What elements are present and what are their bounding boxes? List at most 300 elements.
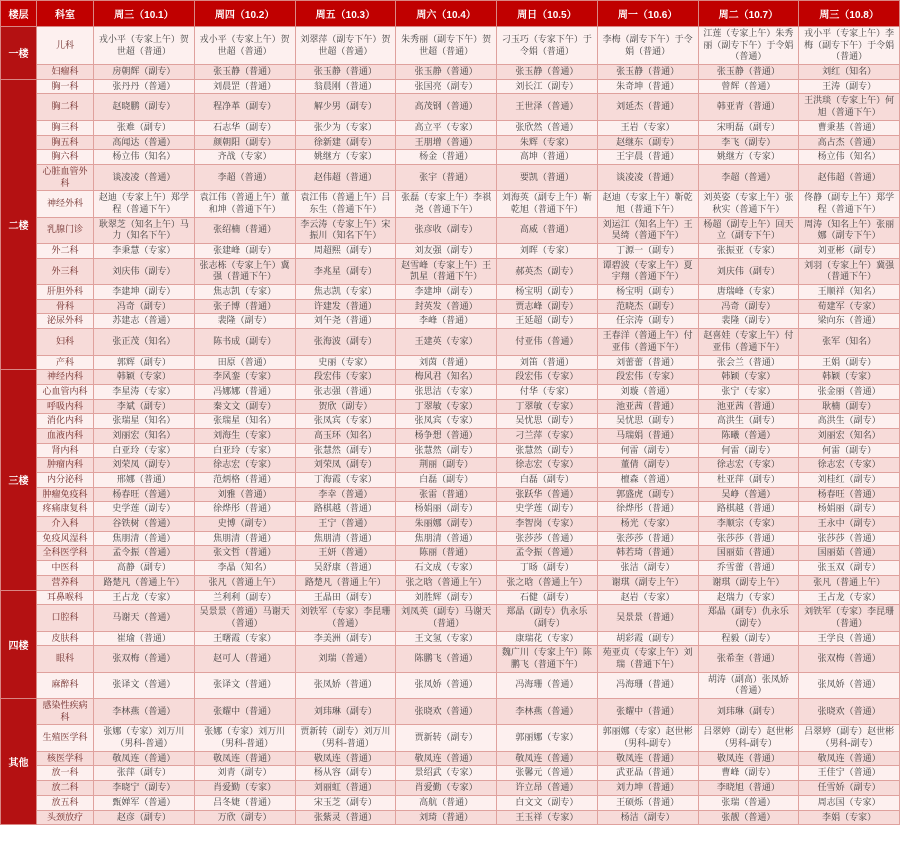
- schedule-row: [1, 561, 900, 576]
- schedule-cell: 焦朋清（普通）: [396, 531, 497, 546]
- schedule-cell: 石文成（专家）: [396, 561, 497, 576]
- schedule-cell: 高立平（专家）: [396, 120, 497, 135]
- schedule-cell: 路楚凡（普通上午）: [295, 575, 396, 590]
- schedule-cell: 高占杰（普通）: [799, 135, 900, 150]
- schedule-cell: 李晓旭（普通）: [698, 781, 799, 796]
- schedule-cell: 石健（副专）: [497, 590, 598, 605]
- schedule-cell: 丁翠敏（专家）: [396, 399, 497, 414]
- dept-cell: 骨科: [37, 299, 94, 314]
- schedule-cell: 周志国（专家）: [799, 795, 900, 810]
- schedule-cell: 刘延杰（普通）: [597, 94, 698, 120]
- schedule-cell: 张慧然（副专）: [396, 443, 497, 458]
- schedule-cell: 戎小平（专家上午）贺世超（普通）: [194, 27, 295, 65]
- schedule-row: [1, 244, 900, 259]
- dept-cell: 妇科: [37, 329, 94, 355]
- schedule-cell: 张玉双（副专）: [799, 561, 900, 576]
- schedule-cell: 任雪娇（副专）: [799, 781, 900, 796]
- schedule-cell: 郭辉（副专）: [94, 355, 195, 370]
- schedule-row: [1, 94, 900, 120]
- schedule-row: [1, 458, 900, 473]
- schedule-cell: 段宏伟（专家）: [497, 370, 598, 385]
- schedule-cell: 刘瑞（普通）: [295, 646, 396, 672]
- schedule-cell: 杨立伟（知名）: [94, 150, 195, 165]
- schedule-cell: 王岩（专家）: [597, 120, 698, 135]
- schedule-row: [1, 135, 900, 150]
- schedule-cell: 赵晓鹏（副专）: [94, 94, 195, 120]
- schedule-cell: 徐志宏（专家）: [799, 458, 900, 473]
- schedule-row: [1, 329, 900, 355]
- floor-header-cell: 楼层: [1, 1, 37, 27]
- schedule-cell: 张莎莎（普通）: [799, 531, 900, 546]
- schedule-cell: 李云涛（专家上午）宋振川（知名下午）: [295, 217, 396, 243]
- schedule-cell: 王晶田（副专）: [295, 590, 396, 605]
- schedule-cell: 路棋越（普通）: [295, 502, 396, 517]
- schedule-cell: 王学良（普通）: [799, 631, 900, 646]
- schedule-row: [1, 502, 900, 517]
- dept-cell: 内分泌科: [37, 473, 94, 488]
- schedule-cell: 韩颖（专家）: [698, 370, 799, 385]
- schedule-cell: 高洪生（副专）: [799, 414, 900, 429]
- schedule-cell: 白亚玲（专家）: [94, 443, 195, 458]
- schedule-cell: 郝英杰（副专）: [497, 258, 598, 284]
- dept-cell: 免疫风湿科: [37, 531, 94, 546]
- schedule-cell: 张之晗（普通上午）: [396, 575, 497, 590]
- schedule-cell: 康瑞花（专家）: [497, 631, 598, 646]
- schedule-cell: 国丽茹（普通）: [799, 546, 900, 561]
- schedule-cell: 段宏伟（专家）: [295, 370, 396, 385]
- schedule-cell: 刘胜辉（副专）: [396, 590, 497, 605]
- dept-cell: 心血管内科: [37, 384, 94, 399]
- schedule-cell: 史学莲（副专）: [497, 502, 598, 517]
- schedule-cell: 张志强（普通）: [295, 384, 396, 399]
- schedule-cell: 池亚茜（普通）: [597, 399, 698, 414]
- schedule-row: [1, 487, 900, 502]
- schedule-cell: 杨宝明（副专）: [497, 285, 598, 300]
- dept-cell: 消化内科: [37, 414, 94, 429]
- dept-cell: 肾内科: [37, 443, 94, 458]
- schedule-cell: 焦志凯（专家）: [295, 285, 396, 300]
- schedule-cell: 杨超（副专上午）回天立（副专下午）: [698, 217, 799, 243]
- dept-cell: 疼痛康复科: [37, 502, 94, 517]
- schedule-cell: 刘海英（副专上午）靳乾旭（普通下午）: [497, 191, 598, 217]
- dept-cell: 呼吸内科: [37, 399, 94, 414]
- schedule-cell: 李超（普通）: [194, 164, 295, 190]
- schedule-row: [1, 672, 900, 698]
- schedule-cell: 张会兰（普通）: [698, 355, 799, 370]
- schedule-cell: 孟令振（普通）: [497, 546, 598, 561]
- schedule-cell: 吕翠婷（副专）赵世彬（男科-副专）: [698, 725, 799, 751]
- schedule-cell: 刘璇（普通）: [597, 384, 698, 399]
- schedule-cell: 苑亚贞（专家上午）刘瑞（普通下午）: [597, 646, 698, 672]
- schedule-cell: 张馨元（普通）: [497, 766, 598, 781]
- schedule-row: [1, 79, 900, 94]
- dept-cell: 心脏血管外科: [37, 164, 94, 190]
- schedule-cell: 高静（副专）: [94, 561, 195, 576]
- schedule-cell: 张子博（普通）: [194, 299, 295, 314]
- schedule-cell: 杨从容（副专）: [295, 766, 396, 781]
- schedule-cell: 张玉静（普通）: [698, 65, 799, 80]
- schedule-body: [1, 27, 900, 825]
- schedule-cell: 刘丽宏（知名）: [94, 428, 195, 443]
- schedule-cell: 李梅（副专下午）于令娟（普通）: [597, 27, 698, 65]
- dept-cell: 胸三科: [37, 120, 94, 135]
- dept-cell: 麻醉科: [37, 672, 94, 698]
- schedule-cell: 敬凤连（普通）: [698, 751, 799, 766]
- schedule-row: [1, 605, 900, 631]
- dept-cell: 头颈放疗: [37, 810, 94, 825]
- schedule-cell: 刘丽宏（知名）: [799, 428, 900, 443]
- schedule-cell: 吕翠婷（副专）赵世彬（男科-副专）: [799, 725, 900, 751]
- schedule-cell: 赵伟超（普通）: [295, 164, 396, 190]
- schedule-cell: 路棋越（普通）: [698, 502, 799, 517]
- schedule-cell: 韩颖（专家）: [94, 370, 195, 385]
- dept-cell: 核医学科: [37, 751, 94, 766]
- schedule-cell: 吴忧思（副专）: [597, 414, 698, 429]
- schedule-cell: 李顺宗（专家）: [698, 517, 799, 532]
- schedule-cell: 朱辉（专家）: [497, 135, 598, 150]
- schedule-cell: 梁向东（普通）: [799, 314, 900, 329]
- schedule-cell: 张凤娇（普通）: [799, 672, 900, 698]
- schedule-cell: 吴景景（普通）马谢天（普通）: [194, 605, 295, 631]
- schedule-cell: 刘凤英（副专）马谢天（普通）: [396, 605, 497, 631]
- schedule-cell: 李斌（副专）: [94, 399, 195, 414]
- schedule-cell: 唐瑞峰（专家）: [698, 285, 799, 300]
- schedule-cell: 杨娟丽（副专）: [799, 502, 900, 517]
- schedule-cell: 高航（普通）: [396, 795, 497, 810]
- schedule-cell: 史丽（专家）: [295, 355, 396, 370]
- schedule-cell: 张双梅（普通）: [94, 646, 195, 672]
- schedule-cell: 刘荣凤（副专）: [94, 458, 195, 473]
- schedule-cell: 张绍楠（普通）: [194, 217, 295, 243]
- schedule-cell: 王洪琰（专家上午）何旭（普通下午）: [799, 94, 900, 120]
- schedule-cell: 胡涛（副高）张凤娇（普通）: [698, 672, 799, 698]
- dept-cell: 神经外科: [37, 191, 94, 217]
- schedule-row: [1, 546, 900, 561]
- schedule-cell: 贾志峰（副专）: [497, 299, 598, 314]
- day-header-cell: 周二（10.7）: [698, 1, 799, 27]
- schedule-cell: 崔瑜（普通）: [94, 631, 195, 646]
- schedule-cell: 程毅（副专）: [698, 631, 799, 646]
- schedule-row: [1, 766, 900, 781]
- schedule-cell: 张瑞（普通）: [698, 795, 799, 810]
- schedule-cell: 张金丽（普通）: [799, 384, 900, 399]
- schedule-cell: 何雷（副专）: [698, 443, 799, 458]
- schedule-cell: 秦文文（副专）: [194, 399, 295, 414]
- schedule-cell: 张凤宾（专家）: [295, 414, 396, 429]
- dept-cell: 肿瘤内科: [37, 458, 94, 473]
- schedule-cell: 张宇（普通）: [396, 164, 497, 190]
- schedule-row: [1, 65, 900, 80]
- schedule-cell: 何雷（副专）: [597, 443, 698, 458]
- dept-cell: 放一科: [37, 766, 94, 781]
- schedule-cell: 张凤娇（普通）: [396, 672, 497, 698]
- schedule-cell: 李秉慧（专家）: [94, 244, 195, 259]
- dept-cell: 放五科: [37, 795, 94, 810]
- schedule-row: [1, 150, 900, 165]
- schedule-cell: 杨春旺（普通）: [799, 487, 900, 502]
- schedule-cell: 刘青（副专）: [194, 766, 295, 781]
- schedule-cell: 张莎莎（普通）: [597, 531, 698, 546]
- schedule-cell: 姚继方（专家）: [295, 150, 396, 165]
- dept-cell: 中医科: [37, 561, 94, 576]
- schedule-cell: 史博（副专）: [194, 517, 295, 532]
- schedule-cell: 刘海生（专家）: [194, 428, 295, 443]
- schedule-cell: 刘长江（副专）: [497, 79, 598, 94]
- schedule-cell: 张彦收（副专）: [396, 217, 497, 243]
- schedule-cell: 徐新建（副专）: [295, 135, 396, 150]
- schedule-cell: 刘玮琳（副专）: [295, 699, 396, 725]
- schedule-cell: 赵瑞力（专家）: [698, 590, 799, 605]
- schedule-cell: 刘铁军（专家）李昆珊（普通）: [295, 605, 396, 631]
- schedule-cell: 杨金（普通）: [396, 150, 497, 165]
- schedule-cell: 王妍（普通）: [295, 546, 396, 561]
- schedule-cell: 韩若琦（普通）: [597, 546, 698, 561]
- schedule-cell: 景绍武（专家）: [396, 766, 497, 781]
- schedule-cell: 万欣（副专）: [194, 810, 295, 825]
- schedule-cell: 胡彩霞（副专）: [597, 631, 698, 646]
- day-header-cell: 周六（10.4）: [396, 1, 497, 27]
- schedule-cell: 赵伟超（普通）: [799, 164, 900, 190]
- schedule-cell: 杨立伟（知名）: [799, 150, 900, 165]
- schedule-cell: 郭盛虎（副专）: [597, 487, 698, 502]
- schedule-row: [1, 795, 900, 810]
- schedule-cell: 焦朋清（普通）: [295, 531, 396, 546]
- schedule-cell: 张凡（普通上午）: [194, 575, 295, 590]
- schedule-row: [1, 699, 900, 725]
- schedule-cell: 张凡（普通上午）: [799, 575, 900, 590]
- floor-cell: 其他: [1, 699, 37, 825]
- schedule-cell: 张靓（普通）: [698, 810, 799, 825]
- schedule-row: [1, 517, 900, 532]
- schedule-cell: 王永中（副专）: [799, 517, 900, 532]
- schedule-cell: 刘琦（普通）: [396, 810, 497, 825]
- schedule-cell: 赵岩（专家）: [597, 590, 698, 605]
- schedule-cell: 张娜（专家）刘万川（男科-普通）: [94, 725, 195, 751]
- schedule-cell: 徐志宏（专家）: [698, 458, 799, 473]
- schedule-cell: 刘力坤（普通）: [597, 781, 698, 796]
- schedule-cell: 张文哲（普通）: [194, 546, 295, 561]
- schedule-cell: 杜亚萍（副专）: [698, 473, 799, 488]
- dept-cell: 耳鼻喉科: [37, 590, 94, 605]
- schedule-cell: 肖爱勤（专家）: [396, 781, 497, 796]
- schedule-cell: 封英发（普通）: [396, 299, 497, 314]
- schedule-cell: 王佳宁（普通）: [799, 766, 900, 781]
- dept-cell: 胸二科: [37, 94, 94, 120]
- schedule-cell: 吕冬婕（普通）: [194, 795, 295, 810]
- day-header-cell: 周一（10.6）: [597, 1, 698, 27]
- schedule-cell: 李飞（副专）: [698, 135, 799, 150]
- schedule-row: [1, 399, 900, 414]
- day-header-cell: 周四（10.2）: [194, 1, 295, 27]
- schedule-cell: 张慧然（副专）: [295, 443, 396, 458]
- schedule-cell: 高玉环（知名）: [295, 428, 396, 443]
- schedule-cell: 许立昂（普通）: [497, 781, 598, 796]
- schedule-cell: 宋明磊（副专）: [698, 120, 799, 135]
- dept-cell: 产科: [37, 355, 94, 370]
- schedule-cell: 张国亮（副专）: [396, 79, 497, 94]
- schedule-cell: 陈曦（普通）: [698, 428, 799, 443]
- schedule-cell: 张宁（专家）: [698, 384, 799, 399]
- schedule-row: [1, 631, 900, 646]
- schedule-cell: 郑晶（副专）仇永乐（副专）: [698, 605, 799, 631]
- schedule-row: [1, 217, 900, 243]
- dept-cell: 生殖医学科: [37, 725, 94, 751]
- schedule-cell: 张玉静（普通）: [597, 65, 698, 80]
- schedule-cell: 刘晖（专家）: [497, 244, 598, 259]
- schedule-cell: 张莎莎（普通）: [698, 531, 799, 546]
- floor-cell: 四楼: [1, 590, 37, 699]
- schedule-cell: 王占龙（专家）: [94, 590, 195, 605]
- schedule-cell: 徐烨彤（普通）: [194, 502, 295, 517]
- schedule-row: [1, 299, 900, 314]
- schedule-cell: 张莎莎（普通）: [497, 531, 598, 546]
- schedule-cell: 朱丽娜（副专）: [396, 517, 497, 532]
- schedule-cell: 丁海霞（专家）: [295, 473, 396, 488]
- schedule-cell: 刘玮琳（副专）: [698, 699, 799, 725]
- schedule-cell: 刘友强（副专）: [396, 244, 497, 259]
- schedule-cell: 裴隆（副专）: [194, 314, 295, 329]
- schedule-cell: 李幸（普通）: [295, 487, 396, 502]
- schedule-cell: 敬凤连（普通）: [597, 751, 698, 766]
- schedule-cell: 李建坤（副专）: [94, 285, 195, 300]
- schedule-cell: 高闻达（普通）: [94, 135, 195, 150]
- schedule-cell: 王顺祥（知名）: [799, 285, 900, 300]
- day-header-cell: 周五（10.3）: [295, 1, 396, 27]
- schedule-cell: 王曙霞（专家）: [194, 631, 295, 646]
- schedule-cell: 兰利利（副专）: [194, 590, 295, 605]
- schedule-row: [1, 120, 900, 135]
- schedule-cell: 范晓杰（副专）: [597, 299, 698, 314]
- schedule-cell: 赵彦（副专）: [94, 810, 195, 825]
- schedule-cell: 张丹丹（普通）: [94, 79, 195, 94]
- schedule-cell: 王涛（副专）: [799, 79, 900, 94]
- schedule-cell: 解少男（副专）: [295, 94, 396, 120]
- dept-cell: 放二科: [37, 781, 94, 796]
- schedule-cell: 段宏伟（专家）: [597, 370, 698, 385]
- schedule-cell: 张洁（副专）: [597, 561, 698, 576]
- schedule-cell: 敬凤连（普通）: [799, 751, 900, 766]
- schedule-cell: 肖爱勤（专家）: [194, 781, 295, 796]
- schedule-cell: 张紫灵（普通）: [295, 810, 396, 825]
- schedule-cell: 杨争想（普通）: [396, 428, 497, 443]
- schedule-cell: 谢琪（副专上午）: [698, 575, 799, 590]
- schedule-cell: 曾辉（普通）: [698, 79, 799, 94]
- dept-cell: 妇瘤科: [37, 65, 94, 80]
- schedule-row: [1, 646, 900, 672]
- schedule-cell: 刘翠萍（副专下午）贺世超（普通）: [295, 27, 396, 65]
- schedule-cell: 马谢天（普通）: [94, 605, 195, 631]
- floor-cell: 二楼: [1, 79, 37, 369]
- schedule-cell: 冯奇（副专）: [698, 299, 799, 314]
- schedule-cell: 苏建志（普通）: [94, 314, 195, 329]
- schedule-cell: 张瑞星（知名）: [94, 414, 195, 429]
- schedule-cell: 武亚晶（普通）: [597, 766, 698, 781]
- schedule-cell: 梅风君（知名）: [396, 370, 497, 385]
- schedule-cell: 江莲（专家上午）朱秀丽（副专下午）于令娟（普通）: [698, 27, 799, 65]
- schedule-cell: 檀森（普通）: [597, 473, 698, 488]
- dept-cell: 外二科: [37, 244, 94, 259]
- schedule-cell: 杨宝明（副专）: [597, 285, 698, 300]
- schedule-cell: 王世泽（普通）: [497, 94, 598, 120]
- schedule-cell: 田原（普通）: [194, 355, 295, 370]
- dept-cell: 外三科: [37, 258, 94, 284]
- schedule-cell: 张晓欢（普通）: [396, 699, 497, 725]
- schedule-cell: 张凤娇（普通）: [295, 672, 396, 698]
- schedule-cell: 敬凤连（普通）: [396, 751, 497, 766]
- schedule-cell: 高威（普通）: [497, 217, 598, 243]
- dept-cell: 胸六科: [37, 150, 94, 165]
- schedule-row: [1, 314, 900, 329]
- dept-cell: 泌尿外科: [37, 314, 94, 329]
- schedule-cell: 国丽茹（普通）: [698, 546, 799, 561]
- schedule-row: [1, 781, 900, 796]
- schedule-cell: 赵继东（副专）: [597, 135, 698, 150]
- schedule-cell: 王娟（副专）: [799, 355, 900, 370]
- schedule-cell: 刘笛（普通）: [497, 355, 598, 370]
- schedule-row: [1, 370, 900, 385]
- schedule-cell: 刘茵（普通）: [396, 355, 497, 370]
- schedule-cell: 马瑞娟（普通）: [597, 428, 698, 443]
- schedule-row: [1, 414, 900, 429]
- schedule-cell: 张磊（专家上午）李祺尧（普通下午）: [396, 191, 497, 217]
- schedule-cell: 张难（副专）: [94, 120, 195, 135]
- schedule-cell: 董倩（副专）: [597, 458, 698, 473]
- schedule-cell: 李智岗（专家）: [497, 517, 598, 532]
- schedule-cell: 王延超（副专）: [497, 314, 598, 329]
- schedule-cell: 李建坤（副专）: [396, 285, 497, 300]
- schedule-cell: 戎小平（专家上午）贺世超（普通）: [94, 27, 195, 65]
- schedule-cell: 李美洲（副专）: [295, 631, 396, 646]
- schedule-cell: 周超熙（副专）: [295, 244, 396, 259]
- schedule-cell: 李林燕（普通）: [94, 699, 195, 725]
- schedule-row: [1, 428, 900, 443]
- schedule-cell: 陈鹏飞（普通）: [396, 646, 497, 672]
- schedule-cell: 孟令振（普通）: [94, 546, 195, 561]
- schedule-cell: 敬凤连（普通）: [497, 751, 598, 766]
- schedule-cell: 李超（普通）: [698, 164, 799, 190]
- dept-cell: 乳腺门诊: [37, 217, 94, 243]
- schedule-cell: 姚继方（专家）: [698, 150, 799, 165]
- schedule-cell: 冯娜娜（普通）: [194, 384, 295, 399]
- schedule-cell: 贾新转（副专）刘万川（男科-普通）: [295, 725, 396, 751]
- schedule-cell: 敬凤连（普通）: [94, 751, 195, 766]
- schedule-cell: 郭丽娜（专家）: [497, 725, 598, 751]
- dept-cell: 肿瘤免疫科: [37, 487, 94, 502]
- schedule-cell: 焦朋清（普通）: [94, 531, 195, 546]
- schedule-cell: 刘铁军（专家）李昆珊（普通）: [799, 605, 900, 631]
- schedule-cell: 袁江伟（普通上午）董和坤（普通下午）: [194, 191, 295, 217]
- schedule-cell: 付华（专家）: [497, 384, 598, 399]
- schedule-cell: 张玉静（普通）: [396, 65, 497, 80]
- schedule-cell: 谢琪（副专上午）: [597, 575, 698, 590]
- schedule-cell: 张军（知名）: [799, 329, 900, 355]
- schedule-cell: 刘英姿（专家上午）张秋实（普通下午）: [698, 191, 799, 217]
- dept-cell: 儿科: [37, 27, 94, 65]
- schedule-cell: 赵迪（专家上午）靳乾旭（普通下午）: [597, 191, 698, 217]
- schedule-row: [1, 725, 900, 751]
- dept-cell: 感染性疾病科: [37, 699, 94, 725]
- dept-cell: 介入科: [37, 517, 94, 532]
- schedule-cell: 谈凌凌（普通）: [597, 164, 698, 190]
- schedule-cell: 荆丽（副专）: [396, 458, 497, 473]
- schedule-cell: 敬凤连（普通）: [295, 751, 396, 766]
- schedule-cell: 史学莲（副专）: [94, 502, 195, 517]
- schedule-cell: 要凯（普通）: [497, 164, 598, 190]
- schedule-cell: 佟静（副专上午）郑学程（普通下午）: [799, 191, 900, 217]
- schedule-cell: 徐志宏（专家）: [497, 458, 598, 473]
- schedule-cell: 韩亚青（普通）: [698, 94, 799, 120]
- schedule-cell: 张玉静（普通）: [497, 65, 598, 80]
